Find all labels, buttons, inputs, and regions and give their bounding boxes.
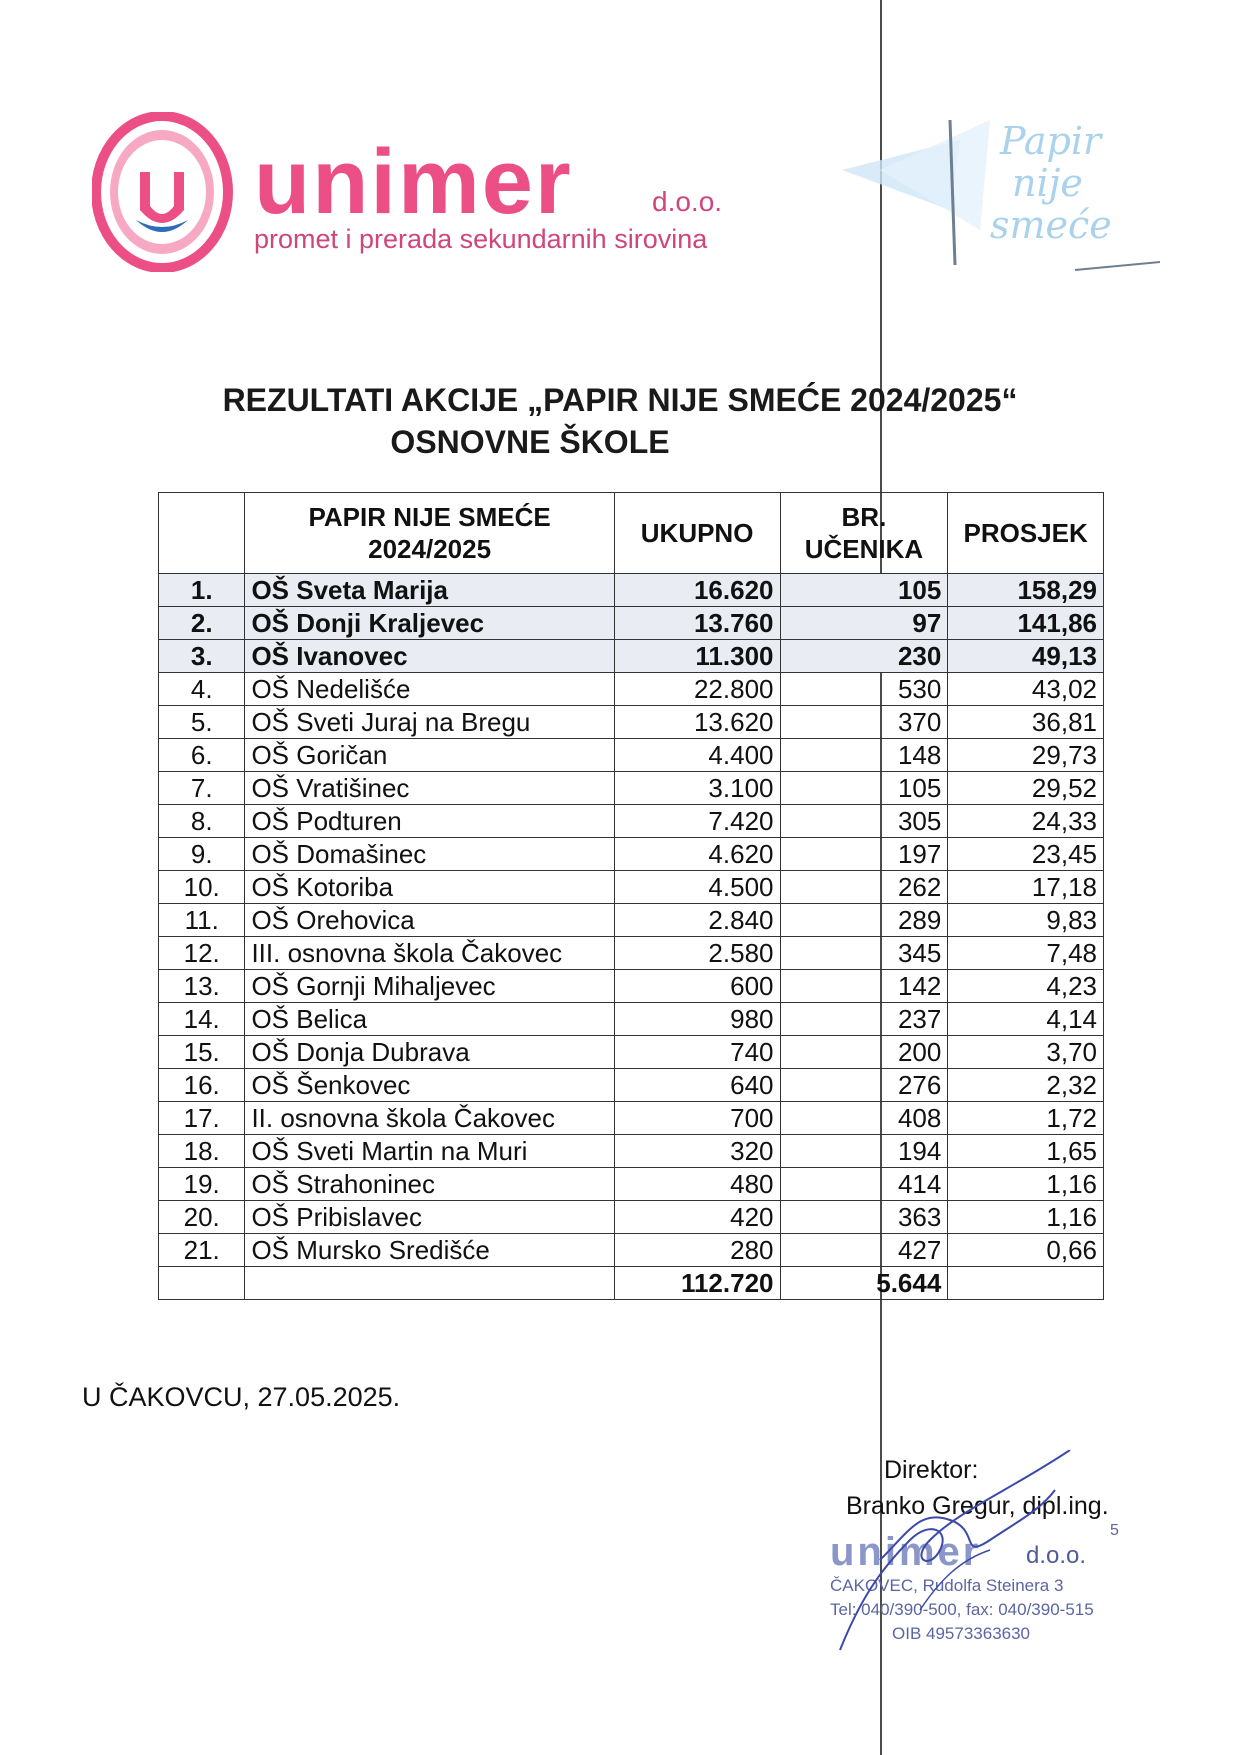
row-total: 4.620 <box>614 838 780 871</box>
row-school: OŠ Podturen <box>245 805 614 838</box>
row-school: OŠ Kotoriba <box>245 871 614 904</box>
document-subtitle: OSNOVNE ŠKOLE <box>390 424 670 460</box>
table-row <box>159 739 1104 772</box>
row-total: 480 <box>614 1168 780 1201</box>
row-rank: 8. <box>159 805 245 838</box>
row-total: 16.620 <box>614 574 780 607</box>
row-total: 740 <box>614 1036 780 1069</box>
row-students: 289 <box>780 904 948 937</box>
row-students: 148 <box>780 739 948 772</box>
row-total: 2.580 <box>614 937 780 970</box>
row-average: 3,70 <box>948 1036 1104 1069</box>
row-school: OŠ Domašinec <box>245 838 614 871</box>
row-total: 4.500 <box>614 871 780 904</box>
row-school: OŠ Gornji Mihaljevec <box>245 970 614 1003</box>
row-total: 3.100 <box>614 772 780 805</box>
row-average: 29,73 <box>948 739 1104 772</box>
totals-empty-average <box>948 1267 1104 1300</box>
row-average: 4,14 <box>948 1003 1104 1036</box>
row-students: 194 <box>780 1135 948 1168</box>
stamp-oib: OIB 49573363630 <box>892 1624 1031 1643</box>
row-average: 9,83 <box>948 904 1104 937</box>
row-rank: 10. <box>159 871 245 904</box>
header-total: UKUPNO <box>614 493 780 574</box>
row-students: 345 <box>780 937 948 970</box>
row-total: 13.760 <box>614 607 780 640</box>
header-rank <box>159 493 245 574</box>
header-students <box>780 493 948 574</box>
table-row <box>159 970 1104 1003</box>
row-school: OŠ Orehovica <box>245 904 614 937</box>
row-rank: 5. <box>159 706 245 739</box>
row-average: 141,86 <box>948 607 1104 640</box>
header-school-line2: 2024/2025 <box>368 534 492 564</box>
row-rank: 11. <box>159 904 245 937</box>
row-total: 2.840 <box>614 904 780 937</box>
row-rank: 19. <box>159 1168 245 1201</box>
row-students: 142 <box>780 970 948 1003</box>
table-body <box>159 574 1104 1300</box>
row-total: 280 <box>614 1234 780 1267</box>
row-rank: 6. <box>159 739 245 772</box>
row-rank: 7. <box>159 772 245 805</box>
table-row <box>159 1036 1104 1069</box>
results-table <box>158 492 1104 1300</box>
row-total: 980 <box>614 1003 780 1036</box>
row-average: 158,29 <box>948 574 1104 607</box>
table-row <box>159 871 1104 904</box>
row-school: OŠ Sveti Juraj na Bregu <box>245 706 614 739</box>
totals-total: 112.720 <box>614 1267 780 1300</box>
row-students: 530 <box>780 673 948 706</box>
table-row <box>159 1168 1104 1201</box>
row-average: 24,33 <box>948 805 1104 838</box>
company-logo <box>92 112 742 282</box>
row-school: OŠ Belica <box>245 1003 614 1036</box>
document-title: REZULTATI AKCIJE „PAPIR NIJE SMEĆE 2024/2025“ <box>222 382 1018 418</box>
row-students: 105 <box>780 772 948 805</box>
row-average: 4,23 <box>948 970 1104 1003</box>
row-students: 305 <box>780 805 948 838</box>
table-row <box>159 607 1104 640</box>
table-row <box>159 838 1104 871</box>
row-rank: 14. <box>159 1003 245 1036</box>
row-total: 600 <box>614 970 780 1003</box>
row-students: 276 <box>780 1069 948 1102</box>
header-average: PROSJEK <box>948 493 1104 574</box>
row-rank: 1. <box>159 574 245 607</box>
row-total: 640 <box>614 1069 780 1102</box>
row-average: 43,02 <box>948 673 1104 706</box>
company-tagline: promet i prerada sekundarnih sirovina <box>254 224 708 254</box>
table-row <box>159 1069 1104 1102</box>
table-row <box>159 1135 1104 1168</box>
header-school-line1: PAPIR NIJE SMEĆE <box>308 502 551 532</box>
totals-empty-school <box>245 1267 614 1300</box>
row-average: 2,32 <box>948 1069 1104 1102</box>
row-school: OŠ Nedelišće <box>245 673 614 706</box>
row-students: 370 <box>780 706 948 739</box>
table-row <box>159 937 1104 970</box>
row-students: 363 <box>780 1201 948 1234</box>
stamp-address: ČAKOVEC, Rudolfa Steinera 3 <box>830 1576 1064 1595</box>
row-students: 230 <box>780 640 948 673</box>
totals-empty-rank <box>159 1267 245 1300</box>
row-total: 13.620 <box>614 706 780 739</box>
row-school: OŠ Šenkovec <box>245 1069 614 1102</box>
row-students: 97 <box>780 607 948 640</box>
row-total: 7.420 <box>614 805 780 838</box>
campaign-logo <box>840 100 1190 300</box>
row-total: 11.300 <box>614 640 780 673</box>
table-row <box>159 805 1104 838</box>
row-school: OŠ Sveti Martin na Muri <box>245 1135 614 1168</box>
table-row <box>159 574 1104 607</box>
campaign-text-line3: smeće <box>990 203 1112 247</box>
header-students-line1: BR. <box>841 502 887 532</box>
row-school: OŠ Donja Dubrava <box>245 1036 614 1069</box>
table-row <box>159 1102 1104 1135</box>
header-students-line2: UČENIKA <box>804 534 924 564</box>
row-students: 408 <box>780 1102 948 1135</box>
totals-row <box>159 1267 1104 1300</box>
place-date: U ČAKOVCU, 27.05.2025. <box>82 1382 401 1412</box>
row-average: 23,45 <box>948 838 1104 871</box>
company-name: unimer <box>254 131 573 233</box>
row-average: 1,16 <box>948 1201 1104 1234</box>
stamp-company-name: unimer <box>830 1530 982 1574</box>
row-average: 17,18 <box>948 871 1104 904</box>
row-school: III. osnovna škola Čakovec <box>245 937 614 970</box>
table-row <box>159 640 1104 673</box>
row-school: OŠ Strahoninec <box>245 1168 614 1201</box>
row-students: 262 <box>780 871 948 904</box>
campaign-text-line2: nije <box>1012 161 1083 205</box>
row-students: 197 <box>780 838 948 871</box>
row-total: 700 <box>614 1102 780 1135</box>
director-role: Direktor: <box>884 1456 979 1484</box>
row-students: 427 <box>780 1234 948 1267</box>
row-rank: 15. <box>159 1036 245 1069</box>
row-students: 105 <box>780 574 948 607</box>
row-rank: 20. <box>159 1201 245 1234</box>
row-average: 49,13 <box>948 640 1104 673</box>
header-school <box>245 493 614 574</box>
company-logo-mark <box>92 112 242 272</box>
row-school: OŠ Goričan <box>245 739 614 772</box>
campaign-text-line1: Papir <box>1000 119 1102 163</box>
row-average: 1,16 <box>948 1168 1104 1201</box>
company-suffix: d.o.o. <box>652 186 723 217</box>
row-school: OŠ Pribislavec <box>245 1201 614 1234</box>
table-row <box>159 706 1104 739</box>
row-rank: 18. <box>159 1135 245 1168</box>
director-name: Branko Gregur, dipl.ing. <box>846 1492 1109 1520</box>
row-average: 1,72 <box>948 1102 1104 1135</box>
row-total: 22.800 <box>614 673 780 706</box>
table-row <box>159 904 1104 937</box>
row-rank: 12. <box>159 937 245 970</box>
row-average: 0,66 <box>948 1234 1104 1267</box>
row-school: OŠ Donji Kraljevec <box>245 607 614 640</box>
row-average: 1,65 <box>948 1135 1104 1168</box>
row-average: 36,81 <box>948 706 1104 739</box>
row-school: II. osnovna škola Čakovec <box>245 1102 614 1135</box>
table-header-row <box>159 493 1104 574</box>
row-rank: 3. <box>159 640 245 673</box>
row-total: 4.400 <box>614 739 780 772</box>
row-average: 7,48 <box>948 937 1104 970</box>
row-rank: 2. <box>159 607 245 640</box>
stamp-number: 5 <box>1110 1522 1119 1539</box>
row-school: OŠ Vratišinec <box>245 772 614 805</box>
table-row <box>159 1234 1104 1267</box>
row-school: OŠ Ivanovec <box>245 640 614 673</box>
stamp-suffix: d.o.o. <box>1026 1542 1087 1569</box>
row-rank: 21. <box>159 1234 245 1267</box>
row-students: 200 <box>780 1036 948 1069</box>
table-row <box>159 673 1104 706</box>
table-row <box>159 1201 1104 1234</box>
stamp-phone: Tel: 040/390-500, fax: 040/390-515 <box>830 1600 1094 1619</box>
row-school: OŠ Mursko Središće <box>245 1234 614 1267</box>
row-average: 29,52 <box>948 772 1104 805</box>
row-rank: 17. <box>159 1102 245 1135</box>
row-rank: 16. <box>159 1069 245 1102</box>
row-students: 237 <box>780 1003 948 1036</box>
row-rank: 13. <box>159 970 245 1003</box>
company-stamp <box>830 1522 1130 1650</box>
row-total: 320 <box>614 1135 780 1168</box>
table-row <box>159 772 1104 805</box>
totals-students: 5.644 <box>780 1267 948 1300</box>
row-school: OŠ Sveta Marija <box>245 574 614 607</box>
row-students: 414 <box>780 1168 948 1201</box>
row-rank: 4. <box>159 673 245 706</box>
table-row <box>159 1003 1104 1036</box>
row-total: 420 <box>614 1201 780 1234</box>
row-rank: 9. <box>159 838 245 871</box>
